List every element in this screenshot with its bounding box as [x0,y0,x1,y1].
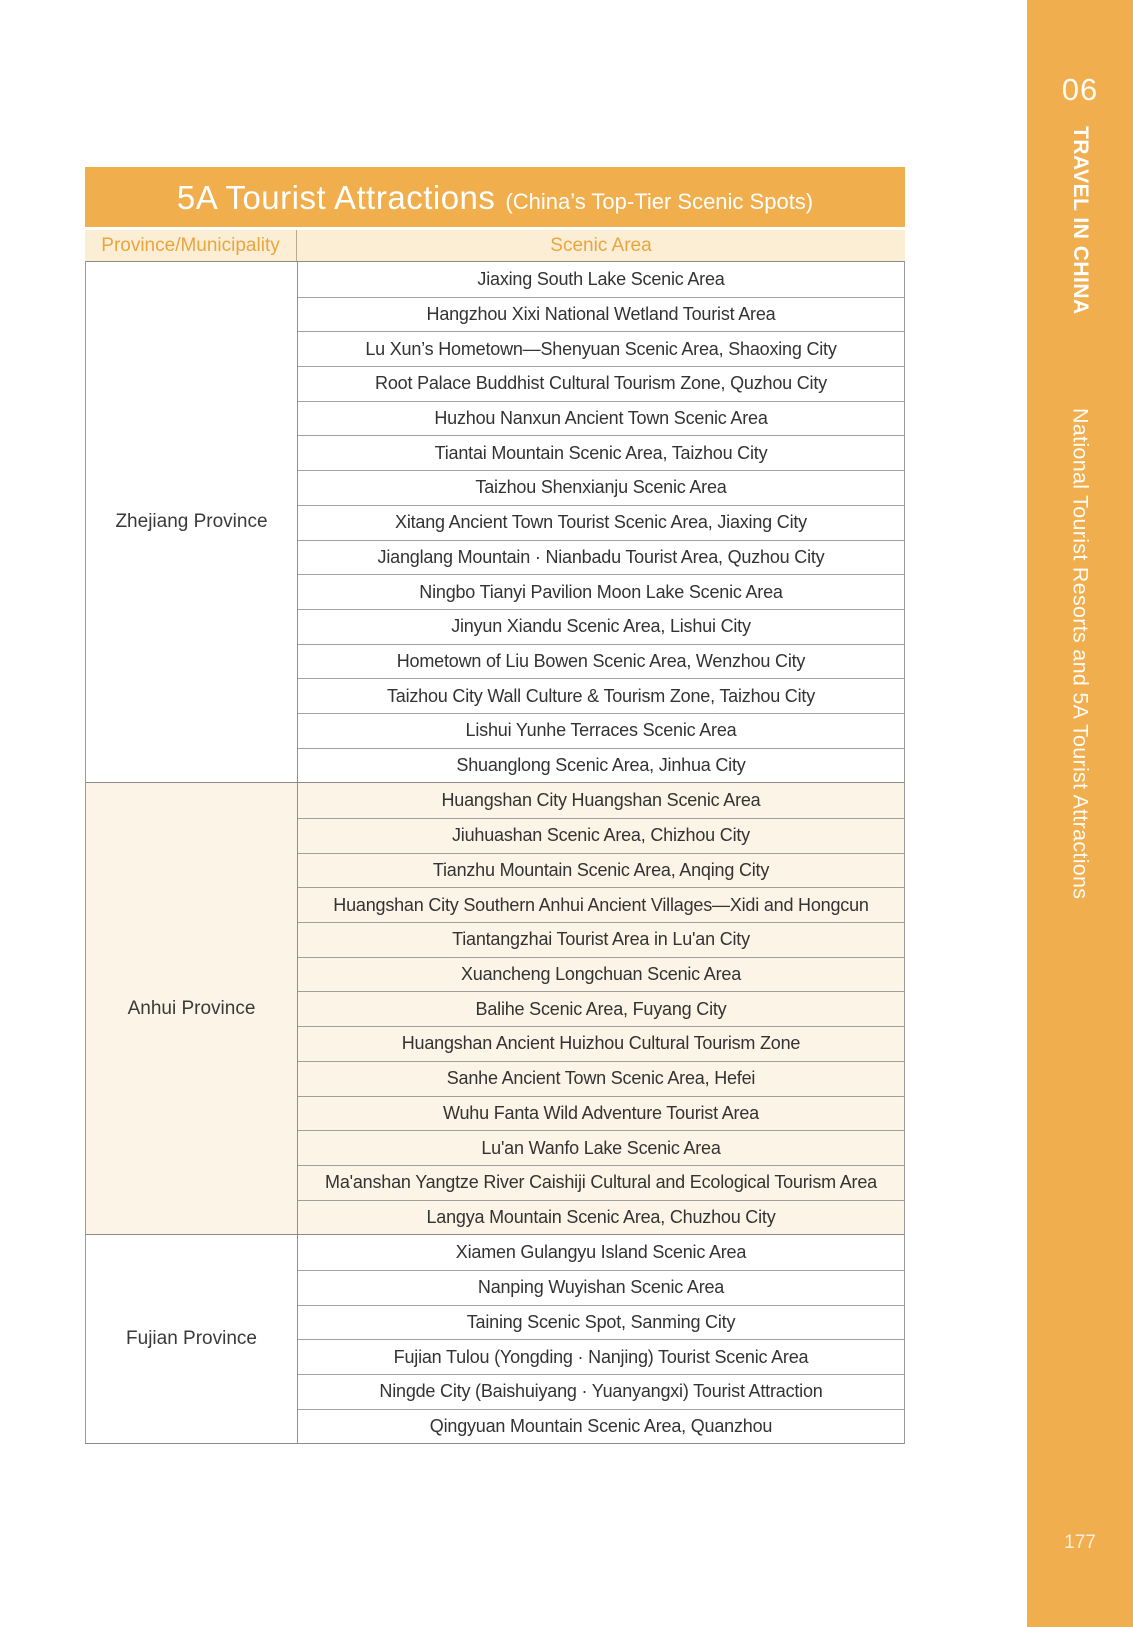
scenic-area-row: Xuancheng Longchuan Scenic Area [298,957,904,992]
province-cell: Zhejiang Province [86,262,298,782]
scenic-area-row: Shuanglong Scenic Area, Jinhua City [298,748,904,783]
scenic-area-row: Fujian Tulou (Yongding · Nanjing) Tourist Scenic Area [298,1339,904,1374]
column-header-province: Province/Municipality [85,230,297,261]
scenic-area-row: Tiantangzhai Tourist Area in Lu'an City [298,922,904,957]
table-body [85,261,905,1444]
chapter-sidebar [1027,0,1133,1627]
province-section [86,1234,904,1443]
page-number: 177 [1064,1532,1096,1553]
scenic-area-row: Xiamen Gulangyu Island Scenic Area [455,1242,747,1263]
scenic-area-row: Sanhe Ancient Town Scenic Area, Hefei [298,1061,904,1096]
chapter-title: TRAVEL IN CHINA [1069,126,1092,315]
table-title: 5A Tourist Attractions [176,179,496,216]
scenic-area-rows [298,262,904,782]
province-section [86,782,904,1234]
scenic-area-row: Xitang Ancient Town Tourist Scenic Area, Jiaxing City [298,505,904,540]
scenic-area-rows [298,783,904,1234]
scenic-area-row: Wuhu Fanta Wild Adventure Tourist Area [298,1096,904,1131]
scenic-area-row: Ma'anshan Yangtze River Caishiji Cultural and Ecological Tourism Area [298,1165,904,1200]
scenic-area-row: Nanping Wuyishan Scenic Area [298,1270,904,1305]
table-title-bar [85,167,905,227]
scenic-area-row: Root Palace Buddhist Cultural Tourism Zone, Quzhou City [298,366,904,401]
table-subtitle: (China’s Top-Tier Scenic Spots) [505,189,814,214]
attractions-table-panel [85,167,905,1444]
province-cell: Anhui Province [86,783,298,1234]
scenic-area-row: Huangshan City Southern Anhui Ancient Villages—Xidi and Hongcun [298,887,904,922]
scenic-area-row: Jinyun Xiandu Scenic Area, Lishui City [298,609,904,644]
scenic-area-rows [298,1235,904,1443]
chapter-number: 06 [1061,72,1099,107]
province-section [86,261,904,782]
scenic-area-row: Qingyuan Mountain Scenic Area, Quanzhou [298,1409,904,1444]
scenic-area-row: Hangzhou Xixi National Wetland Tourist Area [298,297,904,332]
table-header-row [85,230,905,261]
scenic-area-row: Balihe Scenic Area, Fuyang City [298,991,904,1026]
section-title: National Tourist Resorts and 5A Tourist Attractions [1068,408,1093,900]
scenic-area-row: Taining Scenic Spot, Sanming City [298,1305,904,1340]
scenic-area-row: Ningde City (Baishuiyang · Yuanyangxi) Tourist Attraction [298,1374,904,1409]
scenic-area-row: Huzhou Nanxun Ancient Town Scenic Area [298,401,904,436]
scenic-area-row: Jiuhuashan Scenic Area, Chizhou City [298,818,904,853]
scenic-area-row: Lu'an Wanfo Lake Scenic Area [298,1130,904,1165]
scenic-area-row: Langya Mountain Scenic Area, Chuzhou City [298,1200,904,1235]
scenic-area-row: Tiantai Mountain Scenic Area, Taizhou City [298,435,904,470]
scenic-area-row: Lu Xun’s Hometown—Shenyuan Scenic Area, Shaoxing City [298,331,904,366]
scenic-area-row: Lishui Yunhe Terraces Scenic Area [298,713,904,748]
scenic-area-row: Huangshan City Huangshan Scenic Area [441,790,761,811]
scenic-area-row: Hometown of Liu Bowen Scenic Area, Wenzhou City [298,644,904,679]
scenic-area-row: Huangshan Ancient Huizhou Cultural Tourism Zone [298,1026,904,1061]
scenic-area-row: Ningbo Tianyi Pavilion Moon Lake Scenic Area [298,574,904,609]
province-cell: Fujian Province [86,1235,298,1443]
scenic-area-row: Jiaxing South Lake Scenic Area [477,268,725,289]
scenic-area-row: Jianglang Mountain · Nianbadu Tourist Area, Quzhou City [298,540,904,575]
column-header-scenic-area: Scenic Area [550,234,652,256]
scenic-area-row: Tianzhu Mountain Scenic Area, Anqing City [298,853,904,888]
scenic-area-row: Taizhou Shenxianju Scenic Area [298,470,904,505]
scenic-area-row: Taizhou City Wall Culture & Tourism Zone, Taizhou City [298,678,904,713]
